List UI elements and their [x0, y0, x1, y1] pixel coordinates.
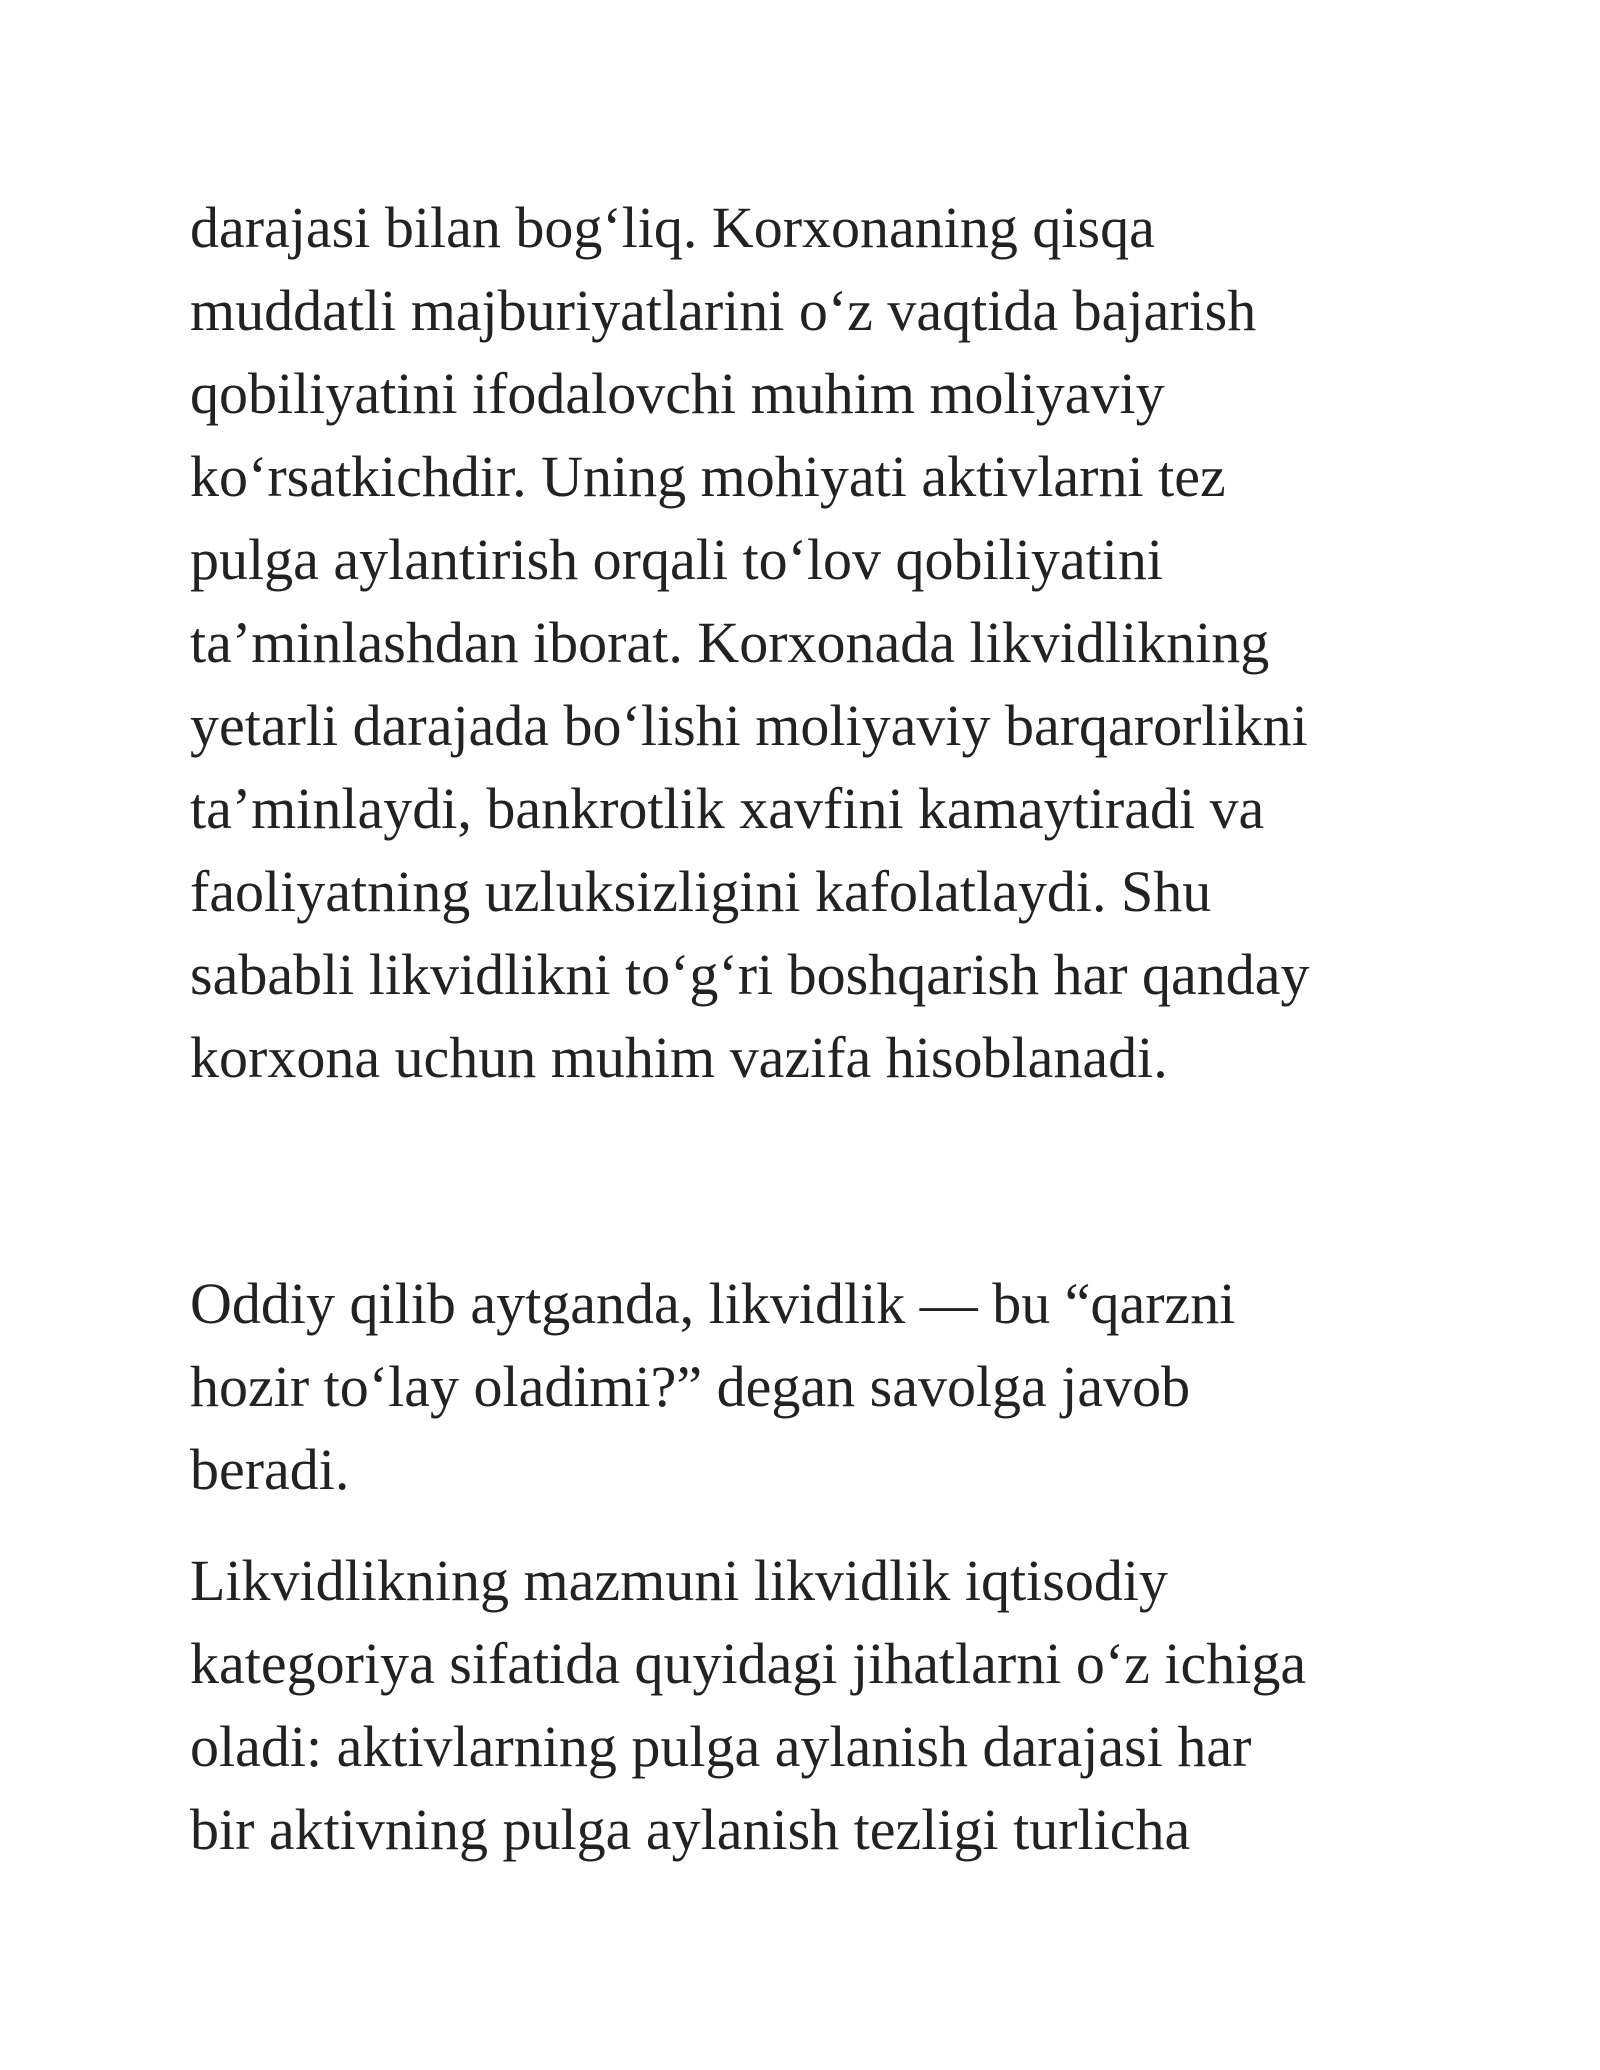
text-line: bir aktivning pulga aylanish tezligi turlicha [190, 1797, 1191, 1862]
text-line: qobiliyatini ifodalovchi muhim moliyaviy [190, 361, 1165, 426]
paragraph-liquidity-definition [190, 186, 1440, 1099]
text-line: muddatli majburiyatlarini o‘z vaqtida bajarish [190, 278, 1257, 343]
text-line: Likvidlikning mazmuni likvidlik iqtisodiy [190, 1548, 1168, 1613]
text-line: kategoriya sifatida quyidagi jihatlarni o‘z ichiga [190, 1631, 1307, 1696]
text-line: ta’minlashdan iborat. Korxonada likvidlikning [190, 610, 1270, 675]
text-line: faoliyatning uzluksizligini kafolatlaydi. Shu [190, 859, 1212, 924]
text-line: darajasi bilan bog‘liq. Korxonaning qisqa [190, 195, 1155, 260]
text-line: yetarli darajada bo‘lishi moliyaviy barqarorlikni [190, 693, 1308, 758]
paragraph-liquidity-content [190, 1539, 1440, 1871]
text-line: oladi: aktivlarning pulga aylanish darajasi har [190, 1714, 1252, 1779]
text-line: beradi. [190, 1437, 350, 1502]
text-line: sababli likvidlikni to‘g‘ri boshqarish har qanday [190, 942, 1310, 1007]
text-line: hozir to‘lay oladimi?” degan savolga javob [190, 1354, 1191, 1419]
text-line: pulga aylantirish orqali to‘lov qobiliyatini [190, 527, 1163, 592]
text-line: ta’minlaydi, bankrotlik xavfini kamaytiradi va [190, 776, 1265, 841]
text-line: ko‘rsatkichdir. Uning mohiyati aktivlarni tez [190, 444, 1226, 509]
text-line: korxona uchun muhim vazifa hisoblanadi. [190, 1025, 1168, 1090]
paragraph-simple-explanation [190, 1262, 1440, 1511]
text-line: Oddiy qilib aytganda, likvidlik — bu “qarzni [190, 1271, 1236, 1336]
